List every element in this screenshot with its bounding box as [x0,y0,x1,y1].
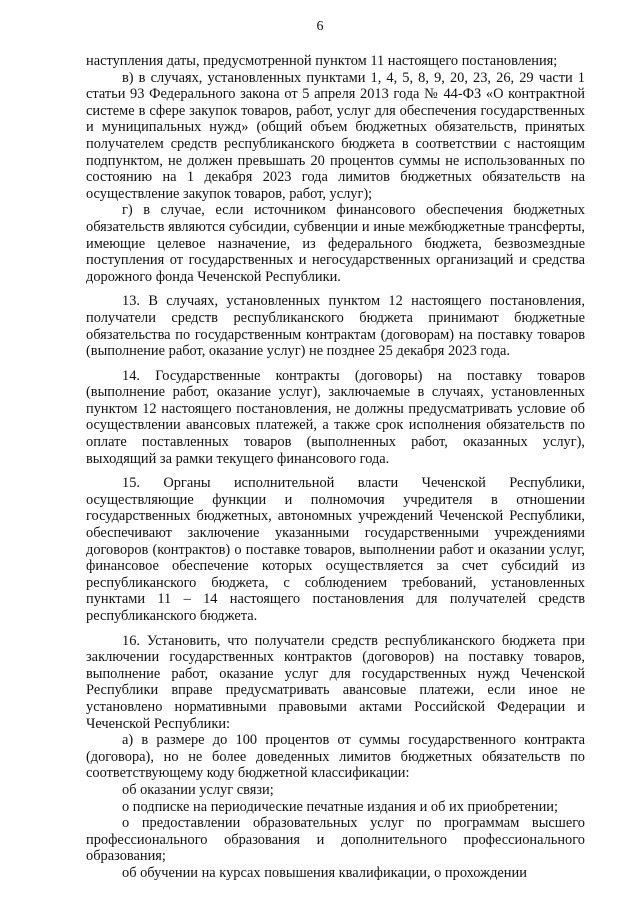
paragraph-15: 15. Органы исполнительной власти Чеченской Республики, осуществляющие функции и полномочия учредителя в отношении государственных бюджетных, автономных учреждений Чеченской Республики, обеспечивают заключение указанными государственными учреждениями договоров (контрактов) о поставке товаров, выполнении работ и оказании услуг, финансовое обеспечение которых осуществляется за счет субсидий из республиканского бюджета, с соблюдением требований, установленных пунктами 11 – 14 настоящего постановления для получателей средств республиканского бюджета. [86,475,585,624]
list-item-subscriptions: о подписке на периодические печатные издания и об их приобретении; [122,798,558,815]
paragraph-16-a: а) в размере до 100 процентов от суммы государственного контракта (договора), но не более доведенных лимитов бюджетных обязательств по соответствующему коду бюджетной классификации: [86,732,585,782]
paragraph-13: 13. В случаях, установленных пунктом 12 настоящего постановления, получатели средств республиканского бюджета принимают бюджетные обязательства по государственным контрактам (договорам) на поставку товаров (выполнение работ, оказание услуг) не позднее 25 декабря 2023 года. [86,293,585,360]
list-item-training: об обучении на курсах повышения квалификации, о прохождении [122,864,527,881]
page-number: 6 [316,19,324,34]
paragraph-14: 14. Государственные контракты (договоры) на поставку товаров (выполнение работ, оказание услуг), заключаемые в случаях, установленных пунктом 12 настоящего постановления, не должны предусматривать условие об осуществлении авансовых платежей, а также срок исполнения обязательств по оплате поставленных товаров (выполненных работ, оказанных услуг), выходящий за рамки текущего финансового года. [86,367,585,467]
paragraph-continuation: наступления даты, предусмотренной пунктом 11 настоящего постановления; [86,53,558,69]
paragraph-12-g: г) в случае, если источником финансового обеспечения бюджетных обязательств являются субсидии, субвенции и иные межбюджетные трансферты, имеющие целевое назначение, из федерального бюджета, безвозмездные поступления от государственных и негосударственных организаций и средства дорожного фонда Чеченской Республики. [86,202,585,285]
list-item-education: о предоставлении образовательных услуг по программам высшего профессионального образования и дополнительного профессионального образования; [86,815,585,865]
paragraph-16: 16. Установить, что получатели средств республиканского бюджета при заключении государственных контрактов (договоров) на поставку товаров, выполнение работ, оказание услуг для государственных нужд Чеченской Республики вправе предусматривать авансовые платежи, если иное не установлено нормативными правовыми актами Российской Федерации и Чеченской Республики: [86,632,585,732]
paragraph-12-v: в) в случаях, установленных пунктами 1, 4, 5, 8, 9, 20, 23, 26, 29 части 1 статьи 93 Федерального закона от 5 апреля 2013 года № 44-ФЗ «О контрактной системе в сфере закупок товаров, работ, услуг для обеспечения государственных и муниципальных нужд» (общий объем бюджетных обязательств, принятых получателем средств республиканского бюджета в соответствии с настоящим подпунктом, не должен превышать 20 процентов суммы не использованных по состоянию на 1 декабря 2023 года лимитов бюджетных обязательств на осуществление закупок товаров, работ, услуг); [86,69,585,202]
document-body [86,53,585,882]
list-item-communications: об оказании услуг связи; [122,781,274,798]
